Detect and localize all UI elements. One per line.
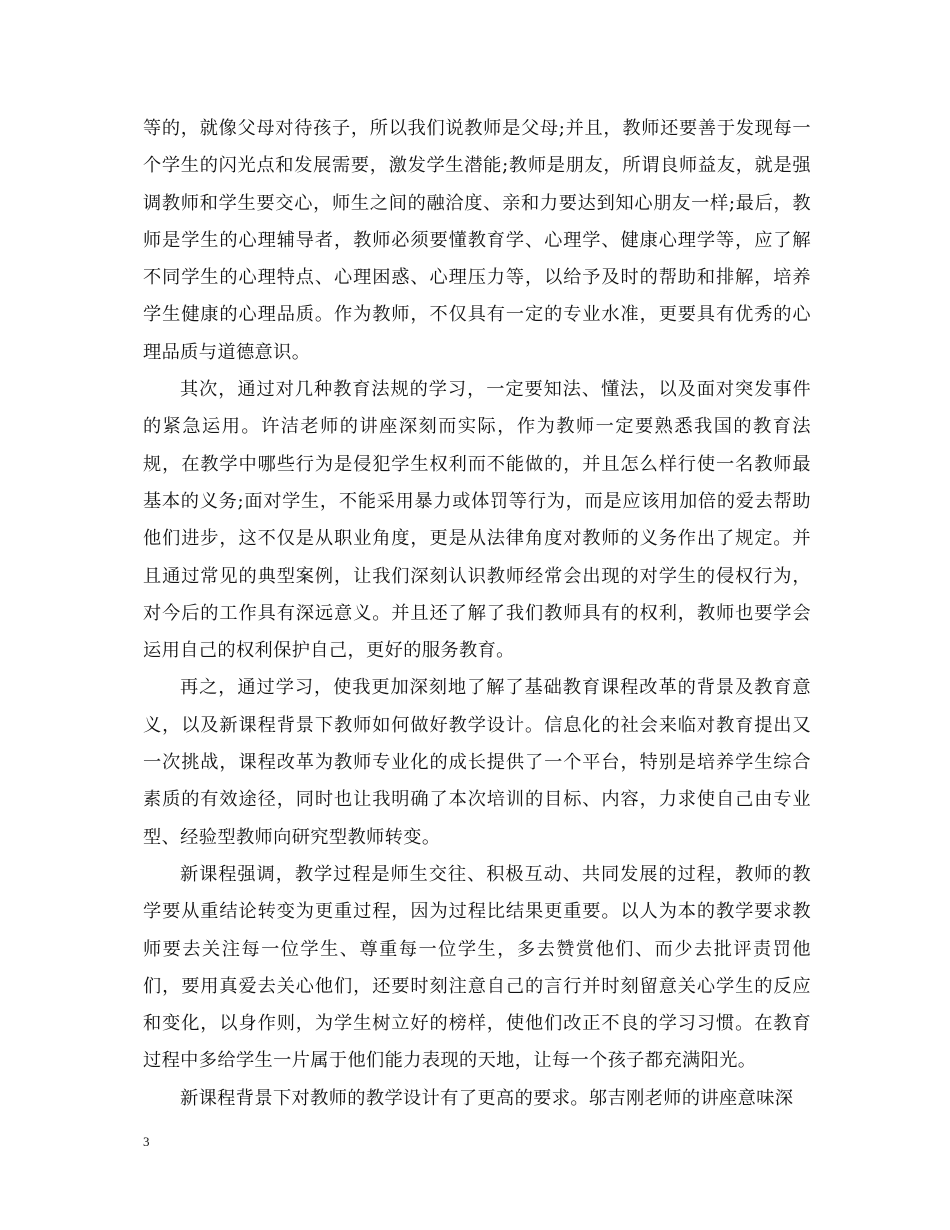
paragraph-1: 等的，就像父母对待孩子，所以我们说教师是父母;并且，教师还要善于发现每一个学生的闪光点和发展需要，激发学生潜能;教师是朋友，所谓良师益友，就是强调教师和学生要交心，师生之间的融洽度、亲和力要达到知心朋友一样;最后，教师是学生的心理辅导者，教师必须要懂教育学、心理学、健康心理学等，应了解不同学生的心理特点、心理困惑、心理压力等，以给予及时的帮助和排解，培养学生健康的心理品质。作为教师，不仅具有一定的专业水准，更要具有优秀的心理品质与道德意识。 xyxy=(143,118,811,363)
paragraph-4: 新课程强调，教学过程是师生交往、积极互动、共同发展的过程，教师的教学要从重结论转变为更重过程，因为过程比结果更重要。以人为本的教学要求教师要去关注每一位学生、尊重每一位学生，多去赞赏他们、而少去批评责罚他们，要用真爱去关心他们，还要时刻注意自己的言行并时刻留意关心学生的反应和变化，以身作则，为学生树立好的榜样，使他们改正不良的学习习惯。在教育过程中多给学生一片属于他们能力表现的天地，让每一个孩子都充满阳光。 xyxy=(143,863,811,1072)
page-number: 3 xyxy=(143,1134,150,1149)
page-body xyxy=(143,110,811,1117)
paragraph-5: 新课程背景下对教师的教学设计有了更高的要求。邬吉刚老师的讲座意味深 xyxy=(180,1087,794,1109)
paragraph-2: 其次，通过对几种教育法规的学习，一定要知法、懂法，以及面对突发事件的紧急运用。许洁老师的讲座深刻而实际，作为教师一定要熟悉我国的教育法规，在教学中哪些行为是侵犯学生权利而不能做的，并且怎么样行使一名教师最基本的义务;面对学生，不能采用暴力或体罚等行为，而是应该用加倍的爱去帮助他们进步，这不仅是从职业角度，更是从法律角度对教师的义务作出了规定。并且通过常见的典型案例，让我们深刻认识教师经常会出现的对学生的侵权行为，对今后的工作具有深远意义。并且还了解了我们教师具有的权利，教师也要学会运用自己的权利保护自己，更好的服务教育。 xyxy=(143,379,811,662)
paragraph-3: 再之，通过学习，使我更加深刻地了解了基础教育课程改革的背景及教育意义，以及新课程背景下教师如何做好教学设计。信息化的社会来临对教育提出又一次挑战，课程改革为教师专业化的成长提供了一个平台，特别是培养学生综合素质的有效途径，同时也让我明确了本次培训的目标、内容，力求使自己由专业型、经验型教师向研究型教师转变。 xyxy=(143,677,811,848)
